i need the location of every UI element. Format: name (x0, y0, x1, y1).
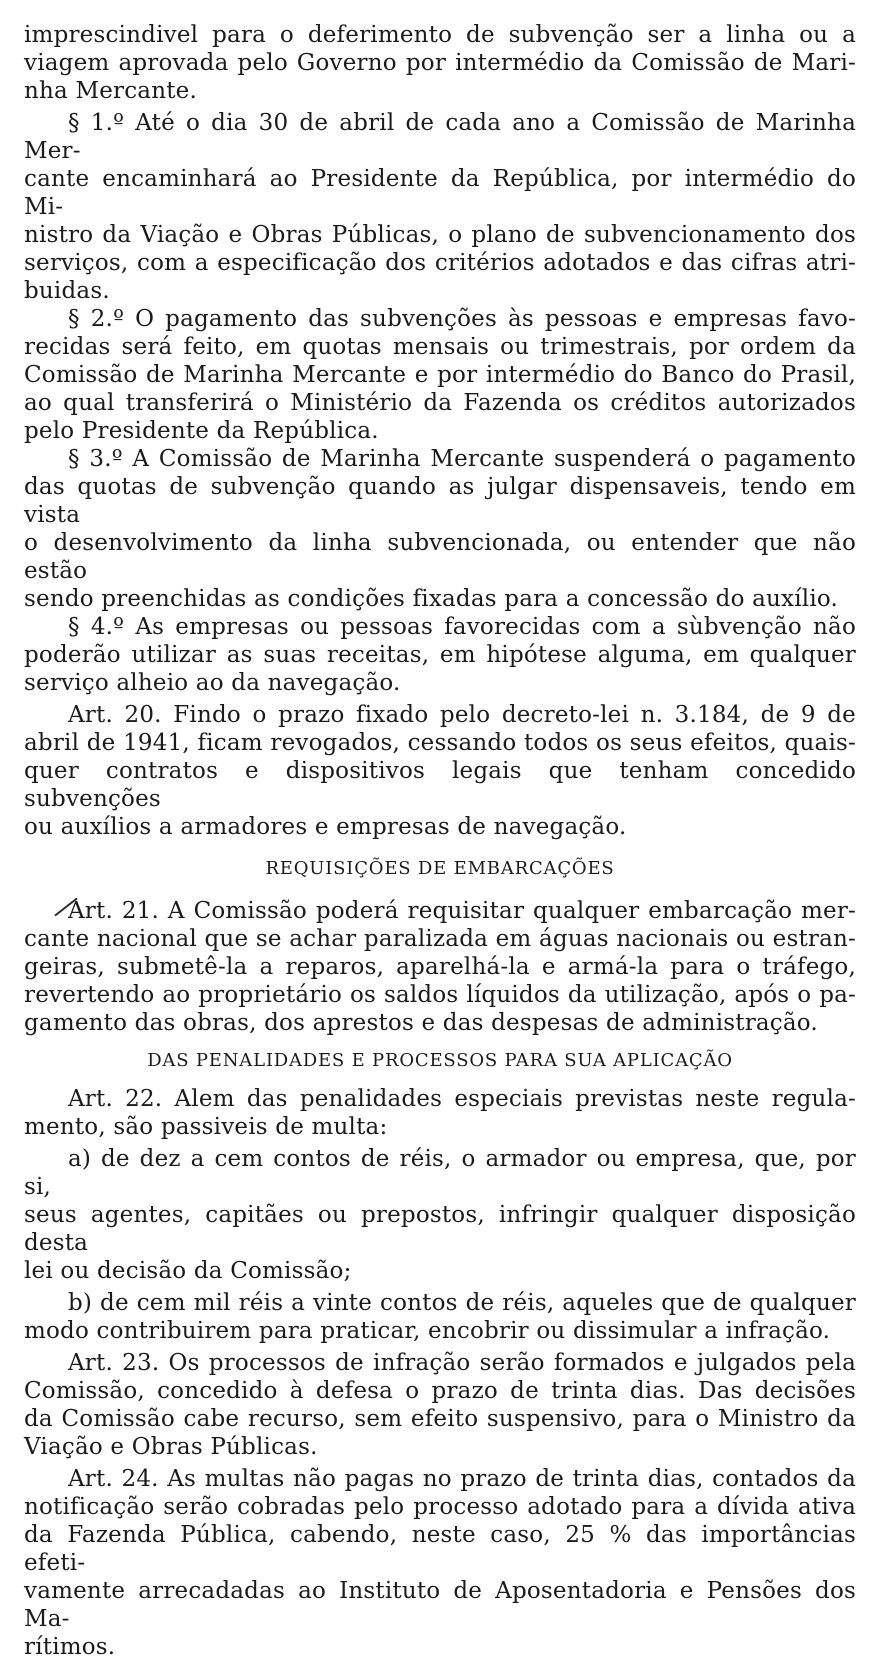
article-22 (24, 1085, 856, 1141)
text-line: gamento das obras, dos aprestos e das despesas de administração. (24, 1010, 818, 1036)
text-line: abril de 1941, ficam revogados, cessando todos os seus efeitos, quais- (24, 730, 856, 756)
article-24 (24, 1465, 856, 1661)
text-line: seus agentes, capitães ou prepostos, infringir qualquer disposição desta (24, 1202, 856, 1256)
text-line: § 1.º Até o dia 30 de abril de cada ano a Comissão de Marinha Mer- (24, 110, 856, 164)
text-line: modo contribuirem para praticar, encobrir ou dissimular a infração. (24, 1318, 831, 1344)
text-line: Comissão, concedido à defesa o prazo de trinta dias. Das decisões (24, 1378, 856, 1404)
text-line: ao qual transferirá o Ministério da Fazenda os créditos autorizados (24, 390, 856, 416)
text-line: viagem aprovada pelo Governo por intermédio da Comissão de Mari- (24, 50, 856, 76)
document-text-column (24, 21, 856, 1661)
text-line: Art. 20. Findo o prazo fixado pelo decreto-lei n. 3.184, de 9 de (68, 702, 856, 728)
section-heading-penalidades: DAS PENALIDADES E PROCESSOS PARA SUA APLICAÇÃO (147, 1050, 733, 1071)
text-line: notificação serão cobradas pelo processo adotado para a dívida ativa (24, 1494, 856, 1520)
text-line: Viação e Obras Públicas. (24, 1434, 318, 1460)
paragraph-1 (24, 109, 856, 305)
text-line: Art. 22. Alem das penalidades especiais previstas neste regula- (68, 1086, 856, 1112)
text-line: Art. 24. As multas não pagas no prazo de trinta dias, contados da (68, 1466, 856, 1492)
article-20 (24, 701, 856, 841)
text-line: rítimos. (24, 1634, 116, 1660)
item-b (24, 1289, 856, 1345)
article-23 (24, 1349, 856, 1461)
text-line: nha Mercante. (24, 78, 197, 104)
text-line: Comissão de Marinha Mercante e por intermédio do Banco do Prasil, (24, 362, 856, 388)
text-line: § 3.º A Comissão de Marinha Mercante suspenderá o pagamento (68, 446, 856, 472)
paragraph-3 (24, 445, 856, 613)
text-line: imprescindivel para o deferimento de subvenção ser a linha ou a (24, 22, 856, 48)
text-line: § 2.º O pagamento das subvenções às pessoas e empresas favo- (68, 306, 856, 332)
text-line: Art. 21. A Comissão poderá requisitar qualquer embarcação mer- (68, 898, 856, 924)
text-line: ou auxílios a armadores e empresas de navegação. (24, 814, 627, 840)
text-line: recidas será feito, em quotas mensais ou trimestrais, por ordem da (24, 334, 856, 360)
text-line: geiras, submetê-la a reparos, aparelhá-la e armá-la para o tráfego, (24, 954, 856, 980)
item-a (24, 1145, 856, 1285)
text-line: nistro da Viação e Obras Públicas, o plano de subvencionamento dos (24, 222, 856, 248)
text-line: § 4.º As empresas ou pessoas favorecidas com a sùbvenção não (68, 614, 856, 640)
text-line: serviços, com a especificação dos critérios adotados e das cifras atri- (24, 250, 856, 276)
text-line: cante nacional que se achar paralizada em águas nacionais ou estran- (24, 926, 856, 952)
text-line: quer contratos e dispositivos legais que tenham concedido subvenções (24, 758, 856, 812)
text-line: da Fazenda Pública, cabendo, neste caso, 25 % das importâncias efeti- (24, 1522, 856, 1576)
article-21 (24, 897, 856, 1037)
text-line: vamente arrecadadas ao Instituto de Aposentadoria e Pensões dos Ma- (24, 1578, 856, 1632)
section-heading-requisicoes: REQUISIÇÕES DE EMBARCAÇÕES (265, 858, 615, 879)
text-line: pelo Presidente da República. (24, 418, 379, 444)
text-line: b) de cem mil réis a vinte contos de réis, aqueles que de qualquer (68, 1290, 856, 1316)
text-line: revertendo ao proprietário os saldos líquidos da utilização, após o pa- (24, 982, 856, 1008)
text-line: sendo preenchidas as condições fixadas para a concessão do auxílio. (24, 586, 839, 612)
text-line: da Comissão cabe recurso, sem efeito suspensivo, para o Ministro da (24, 1406, 856, 1432)
intro-continuation (24, 21, 856, 105)
text-line: o desenvolvimento da linha subvencionada, ou entender que não estão (24, 530, 856, 584)
text-line: das quotas de subvenção quando as julgar dispensaveis, tendo em vista (24, 474, 856, 528)
text-line: serviço alheio ao da navegação. (24, 670, 401, 696)
text-line: lei ou decisão da Comissão; (24, 1258, 352, 1284)
text-line: Art. 23. Os processos de infração serão formados e julgados pela (68, 1350, 856, 1376)
text-line: poderão utilizar as suas receitas, em hipótese alguma, em qualquer (24, 642, 856, 668)
text-line: a) de dez a cem contos de réis, o armador ou empresa, que, por si, (24, 1146, 856, 1200)
text-line: buidas. (24, 278, 110, 304)
text-line: cante encaminhará ao Presidente da República, por intermédio do Mi- (24, 166, 856, 220)
text-line: mento, são passiveis de multa: (24, 1114, 388, 1140)
paragraph-2 (24, 305, 856, 445)
paragraph-4 (24, 613, 856, 697)
